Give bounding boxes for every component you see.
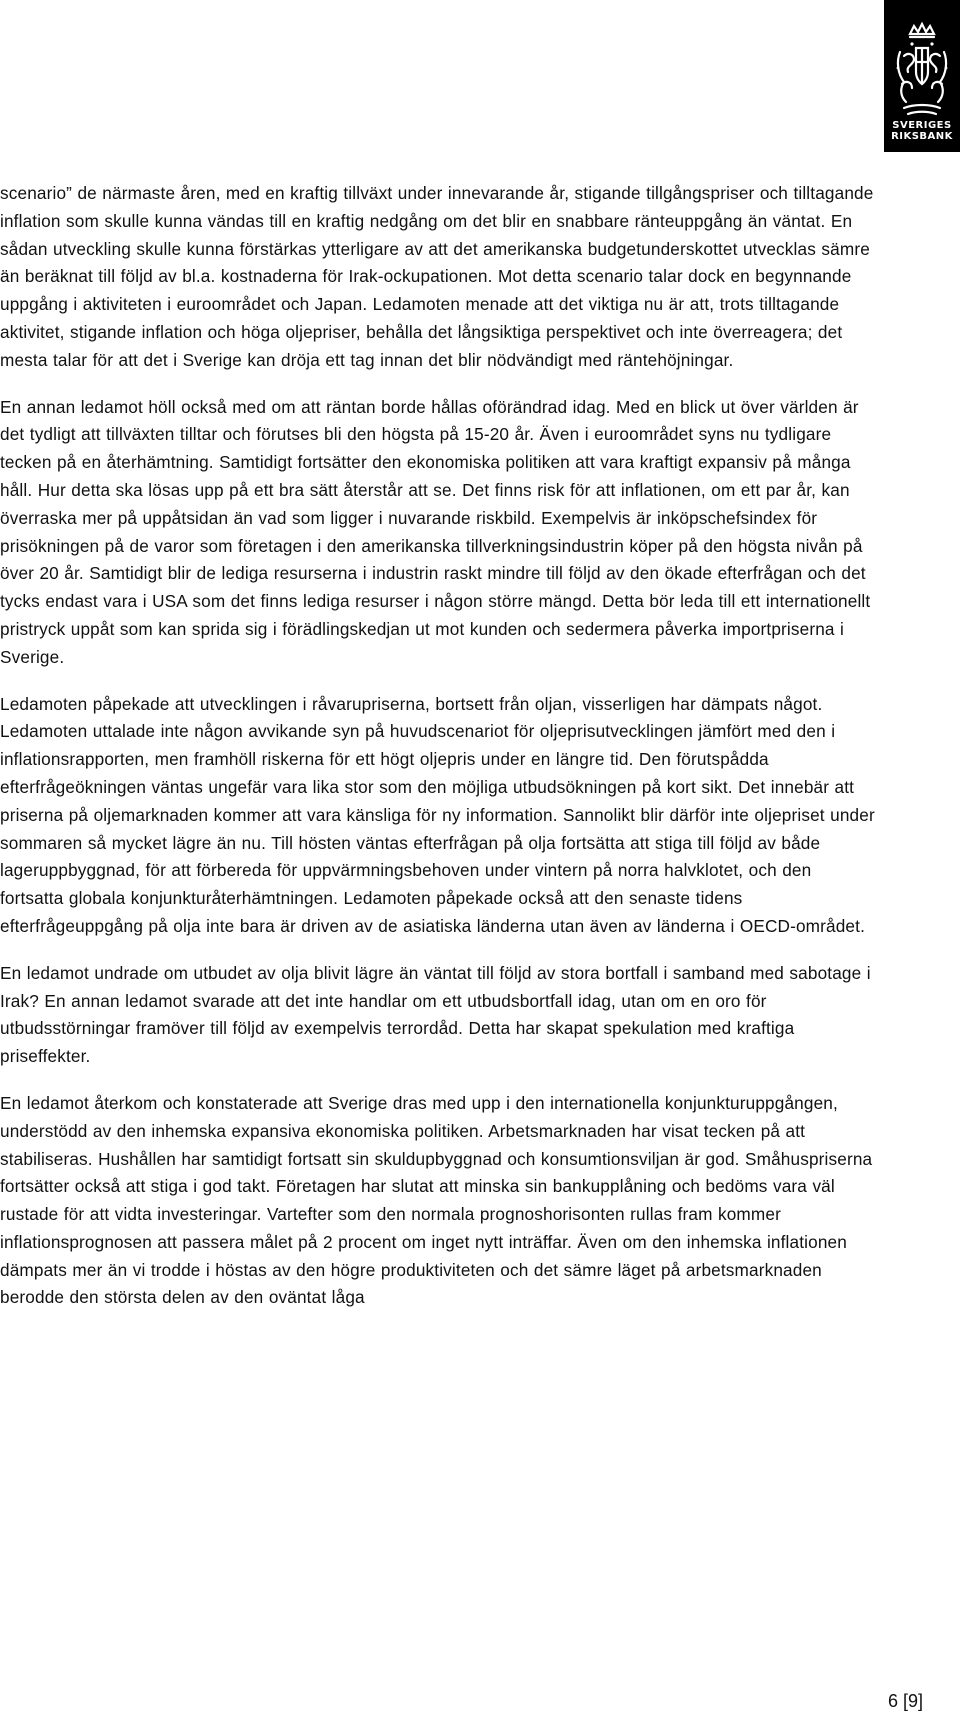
document-body — [0, 180, 880, 1331]
riksbank-crest-icon — [890, 22, 954, 122]
paragraph-3: Ledamoten påpekade att utvecklingen i råvarupriserna, bortsett från oljan, visserligen har dämpats något. Ledamoten uttalade inte någon avvikande syn på huvudscenariot för oljeprisutvecklingen jämfört med den i inflationsrapporten, men framhöll riskerna för ett högt oljepris under en längre tid. Den förutspådda efterfrågeökningen väntas ungefär vara lika stor som den möjliga utbudsökningen på kort sikt. Det innebär att priserna på oljemarknaden kommer att vara känsliga för ny information. Sannolikt blir därför inte oljepriset under sommaren så mycket lägre än nu. Till hösten väntas efterfrågan på olja fortsätta att stiga till följd av både lageruppbyggnad, för att förbereda för uppvärmningsbehoven under vintern på norra halvklotet, och den fortsatta globala konjunkturåterhämtningen. Ledamoten påpekade också att den senaste tidens efterfrågeuppgång på olja inte bara är driven av de asiatiska länderna utan även av länderna i OECD-området. — [0, 693, 875, 936]
paragraph-5: En ledamot återkom och konstaterade att Sverige dras med upp i den internationella konjunkturuppgången, understödd av den inhemska expansiva ekonomiska politiken. Arbetsmarknaden har visat tecken på att stabiliseras. Hushållen har samtidigt fortsatt sin skuldupbyggnad och konsumtionsviljan är god. Småhuspriserna fortsätter också att stiga i god takt. Företagen har slutat att minska sin bankupplåning och bedöms vara väl rustade för att vidta investeringar. Vartefter som den normala prognoshorisonten rullas fram kommer inflationsprognosen att passera målet på 2 procent om inget nytt inträffar. Även om den inhemska inflationen dämpats mer än vi trodde i höstas av den högre produktiviteten och det sämre läget på arbetsmarknaden berodde den största delen av den oväntat låga — [0, 1092, 873, 1308]
paragraph-1: scenario” de närmaste åren, med en kraftig tillväxt under innevarande år, stigande tillgångspriser och tilltagande inflation som skulle kunna vändas till en kraftig nedgång om det blir en snabbare ränteuppgång än väntat. En sådan utveckling skulle kunna förstärkas ytterligare av att det amerikanska budgetunderskottet utvecklas sämre än beräknat till följd av bl.a. kostnaderna för Irak-ockupationen. Mot detta scenario talar dock en begynnande uppgång i aktiviteten i euroområdet och Japan. Ledamoten menade att det viktiga nu är att, trots tilltagande aktivitet, stigande inflation och höga oljepriser, behålla det långsiktiga perspektivet och inte överreagera; det mesta talar för att det i Sverige kan dröja ett tag innan det blir nödvändigt med räntehöjningar. — [0, 183, 874, 370]
riksbank-logo — [884, 0, 960, 152]
page-number: 6 [9] — [888, 1691, 924, 1711]
paragraph-4: En ledamot undrade om utbudet av olja blivit lägre än väntat till följd av stora bortfall i samband med sabotage i Irak? En annan ledamot svarade att det inte handlar om ett utbudsbortfall idag, utan om en oro för utbudsstörningar framöver till följd av exempelvis terrordåd. Detta har skapat spekulation med kraftiga priseffekter. — [0, 962, 871, 1067]
logo-line-1: SVERIGES — [892, 120, 952, 131]
logo-line-2: RIKSBANK — [891, 131, 953, 142]
paragraph-2: En annan ledamot höll också med om att räntan borde hållas oförändrad idag. Med en blick ut över världen är det tydligt att tillväxten tilltar och förutses bli den högsta på 15-20 år. Även i euroområdet syns nu tydligare tecken på en återhämtning. Samtidigt fortsätter den ekonomiska politiken att vara kraftigt expansiv på många håll. Hur detta ska lösas upp på ett bra sätt återstår att se. Det finns risk för att inflationen, om ett par år, kan överraska mer på uppåtsidan än vad som ligger i nuvarande riskbild. Exempelvis är inköpschefsindex för prisökningen på de varor som företagen i den amerikanska tillverkningsindustrin köper på den högsta nivån på över 20 år. Samtidigt blir de lediga resurserna i industrin raskt mindre till följd av den ökade efterfrågan och det tycks endast vara i USA som det finns lediga resurser i någon större mängd. Detta bör leda till ett internationellt pristryck uppåt som kan sprida sig i förädlingskedjan ut mot kunden och sedermera påverka importpriserna i Sverige. — [0, 396, 871, 667]
